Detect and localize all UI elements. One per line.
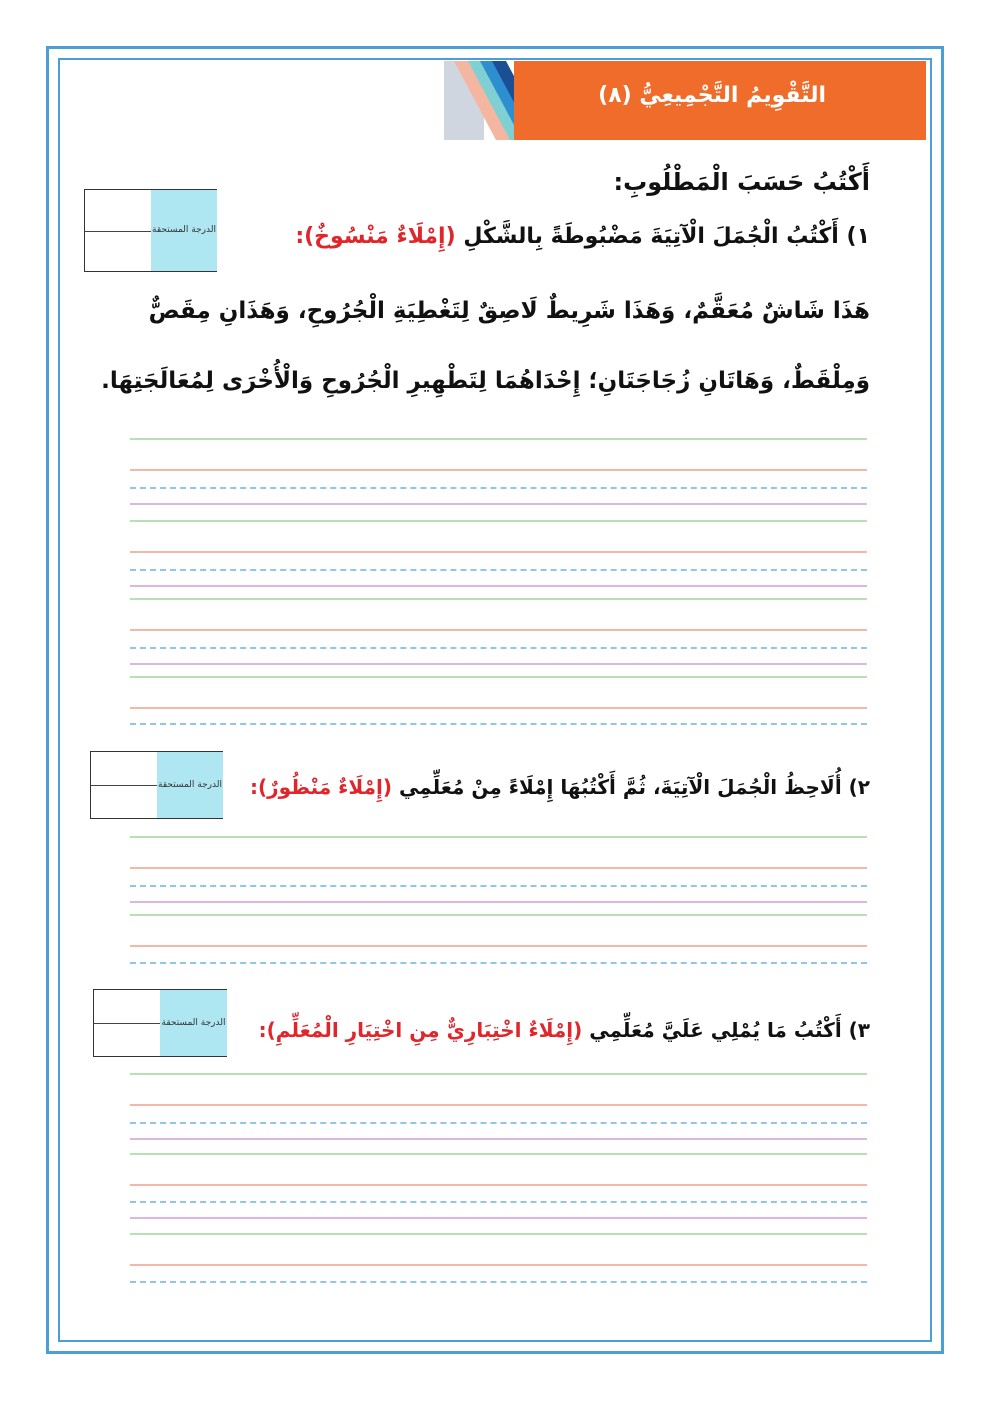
question-3-text: ٣) أَكْتُبُ مَا يُمْلِي عَلَيَّ مُعَلِّمِي <box>589 1018 870 1042</box>
writing-line <box>130 914 867 916</box>
writing-line <box>130 1104 867 1106</box>
score-divider <box>94 1023 160 1024</box>
score-divider <box>85 231 151 232</box>
writing-lines-q1[interactable] <box>130 438 867 738</box>
writing-line <box>130 585 867 587</box>
score-label-q1: الدرجة المستحقة <box>151 190 217 271</box>
question-2 <box>250 775 870 799</box>
question-1-type: (إِمْلَاءٌ مَنْسُوخٌ): <box>295 224 456 249</box>
question-1-text: ١) أَكْتُبُ الْجُمَلَ الْآتِيَةَ مَضْبُوطَةً بِالشَّكْلِ <box>463 224 870 249</box>
writing-line <box>130 1138 867 1140</box>
writing-line <box>130 438 867 440</box>
writing-line <box>130 1281 867 1283</box>
writing-line <box>130 945 867 947</box>
writing-line <box>130 663 867 665</box>
writing-line <box>130 1233 867 1235</box>
writing-line <box>130 469 867 471</box>
score-divider <box>91 785 157 786</box>
writing-line <box>130 676 867 678</box>
question-2-type: (إِمْلَاءٌ مَنْظُورٌ): <box>249 775 392 799</box>
writing-lines-q2[interactable] <box>130 836 867 976</box>
writing-line <box>130 647 867 649</box>
score-label-q3: الدرجة المستحقة <box>160 990 227 1056</box>
instruction-heading: أَكْتُبُ حَسَبَ الْمَطْلُوبِ: <box>613 168 870 196</box>
question-2-text: ٢) أُلَاحِظُ الْجُمَلَ الْآتِيَةَ، ثُمَّ أَكْتُبُهَا إِمْلَاءً مِنْ مُعَلِّمِي <box>398 775 870 799</box>
writing-line <box>130 1264 867 1266</box>
writing-line <box>130 629 867 631</box>
writing-line <box>130 487 867 489</box>
passage-line-2: وَمِلْقَطٌ، وَهَاتَانِ زُجَاجَتَانِ؛ إِحْدَاهُمَا لِتَطْهِيرِ الْجُرُوحِ وَالْأُخْرَى لِمُعَالَجَتِهَا. <box>101 368 870 394</box>
score-box-q3 <box>93 989 227 1057</box>
writing-line <box>130 723 867 725</box>
writing-line <box>130 867 867 869</box>
writing-line <box>130 520 867 522</box>
writing-line <box>130 901 867 903</box>
writing-line <box>130 569 867 571</box>
writing-line <box>130 1184 867 1186</box>
writing-line <box>130 962 867 964</box>
question-3 <box>259 1018 870 1042</box>
writing-line <box>130 1201 867 1203</box>
writing-line <box>130 707 867 709</box>
writing-line <box>130 1073 867 1075</box>
writing-line <box>130 1153 867 1155</box>
score-box-q1 <box>84 189 217 272</box>
page-title: التَّقْوِيمُ التَّجْمِيعِيُّ (٨) <box>598 83 826 108</box>
writing-lines-q3[interactable] <box>130 1073 867 1293</box>
writing-line <box>130 1217 867 1219</box>
passage-line-1: هَذَا شَاشٌ مُعَقَّمٌ، وَهَذَا شَرِيطٌ لَاصِقٌ لِتَغْطِيَةِ الْجُرُوحِ، وَهَذَانِ مِقَصٌّ <box>148 298 870 324</box>
writing-line <box>130 836 867 838</box>
writing-line <box>130 503 867 505</box>
question-3-type: (إِمْلَاءٌ اخْتِبَارِيٌّ مِنِ اخْتِيَارِ الْمُعَلِّمِ): <box>258 1018 583 1042</box>
writing-line <box>130 885 867 887</box>
writing-line <box>130 598 867 600</box>
score-label-q2: الدرجة المستحقة <box>157 752 223 818</box>
writing-line <box>130 551 867 553</box>
header-banner <box>444 61 926 140</box>
score-box-q2 <box>90 751 223 819</box>
question-1 <box>295 224 870 249</box>
writing-line <box>130 1122 867 1124</box>
